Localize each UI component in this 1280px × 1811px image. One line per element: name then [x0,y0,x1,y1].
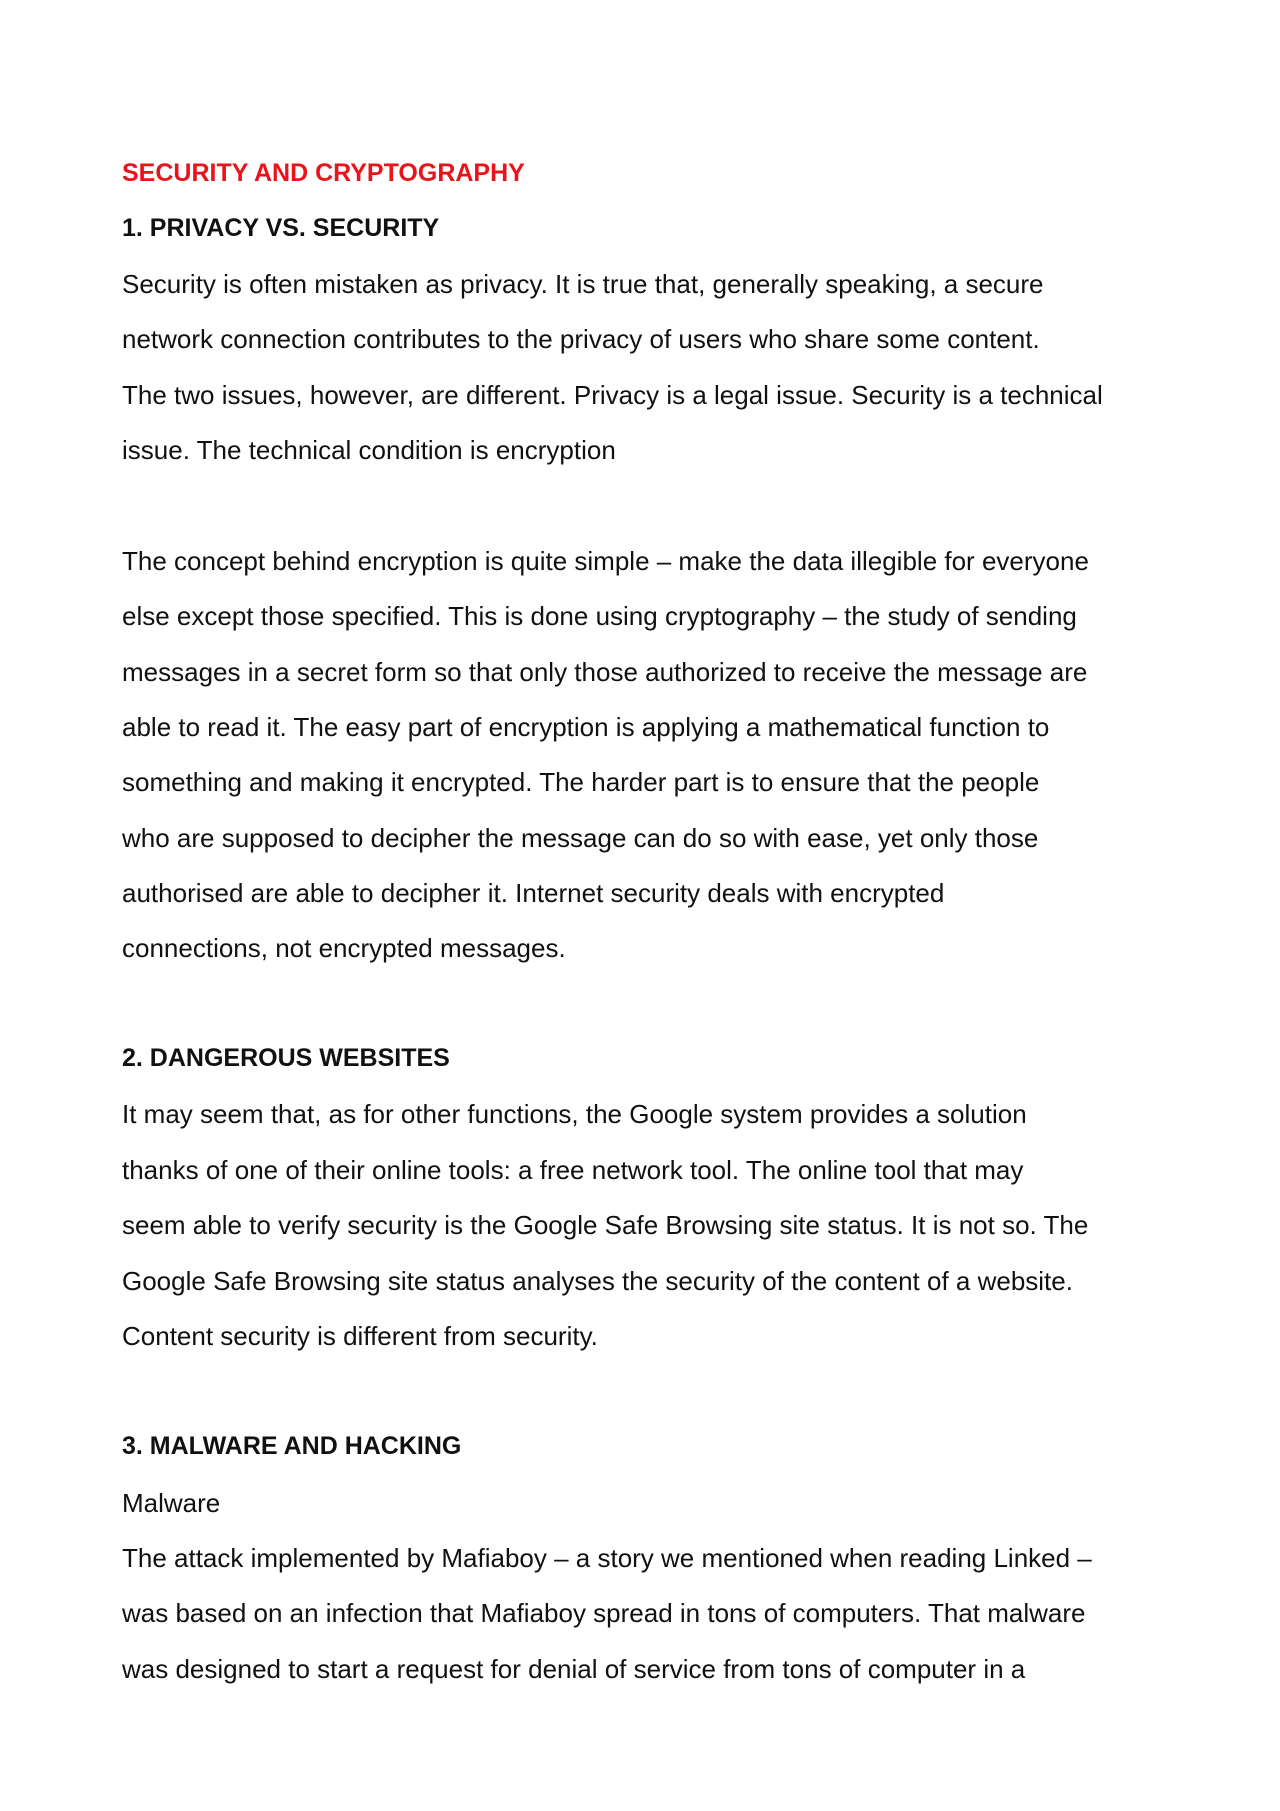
paragraph-line: Security is often mistaken as privacy. It is true that, generally speaking, a secure [122,269,1044,299]
paragraph-line: The attack implemented by Mafiaboy – a story we mentioned when reading Linked – [122,1543,1092,1573]
paragraph-line: else except those specified. This is done using cryptography – the study of sending [122,601,1077,631]
paragraph-line: The concept behind encryption is quite simple – make the data illegible for everyone [122,546,1089,576]
paragraph-line: was designed to start a request for denial of service from tons of computer in a [122,1654,1026,1684]
paragraph-line: issue. The technical condition is encryption [122,435,616,465]
paragraph-line: able to read it. The easy part of encryption is applying a mathematical function to [122,712,1050,742]
paragraph-line: who are supposed to decipher the message can do so with ease, yet only those [122,823,1039,853]
paragraph-line: It may seem that, as for other functions, the Google system provides a solution [122,1099,1027,1129]
paragraph-line: Content security is different from security. [122,1321,598,1351]
paragraph-line: authorised are able to decipher it. Internet security deals with encrypted [122,878,945,908]
subheading-malware: Malware [122,1488,221,1518]
paragraph-line: something and making it encrypted. The harder part is to ensure that the people [122,767,1040,797]
paragraph-line: Google Safe Browsing site status analyses the security of the content of a website. [122,1266,1073,1296]
section-heading-privacy-vs-security: 1. PRIVACY VS. SECURITY [122,214,440,242]
paragraph-line: was based on an infection that Mafiaboy spread in tons of computers. That malware [122,1598,1086,1628]
document-title: SECURITY AND CRYPTOGRAPHY [122,159,525,187]
paragraph-line: messages in a secret form so that only those authorized to receive the message are [122,657,1088,687]
paragraph-line: seem able to verify security is the Google Safe Browsing site status. It is not so. The [122,1210,1089,1240]
section-heading-malware-and-hacking: 3. MALWARE AND HACKING [122,1432,462,1460]
paragraph-line: network connection contributes to the privacy of users who share some content. [122,324,1040,354]
section-heading-dangerous-websites: 2. DANGEROUS WEBSITES [122,1044,450,1072]
paragraph-line: The two issues, however, are different. Privacy is a legal issue. Security is a technical [122,380,1103,410]
paragraph-line: thanks of one of their online tools: a free network tool. The online tool that may [122,1155,1024,1185]
paragraph-line: connections, not encrypted messages. [122,933,566,963]
